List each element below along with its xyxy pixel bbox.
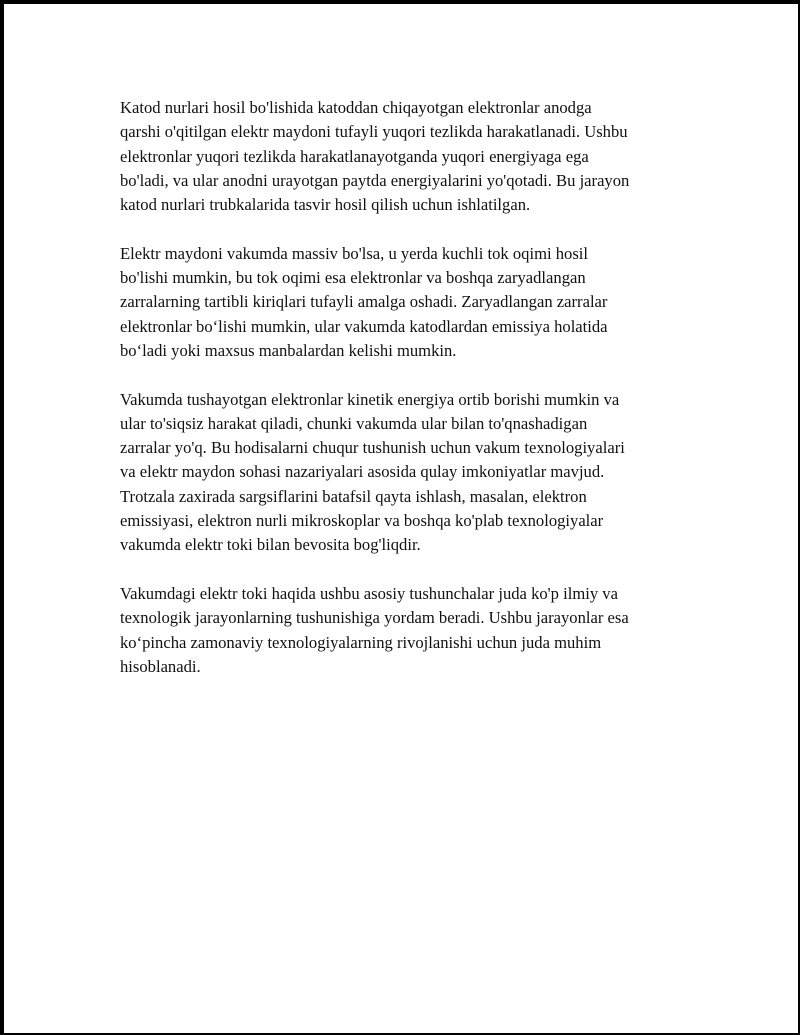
text-line: elektronlar bo‘lishi mumkin, ular vakumda katodlardan emissiya holatida (120, 316, 608, 336)
text-line: emissiyasi, elektron nurli mikroskoplar va boshqa ko'plab texnologiyalar (120, 511, 604, 531)
text-line: katod nurlari trubkalarida tasvir hosil qilish uchun ishlatilgan. (120, 195, 531, 215)
text-line: texnologik jarayonlarning tushunishiga yordam beradi. Ushbu jarayonlar esa (120, 608, 629, 628)
text-line: bo‘ladi yoki maxsus manbalardan kelishi mumkin. (120, 340, 457, 360)
paragraph-2 (120, 242, 710, 363)
text-line: elektronlar yuqori tezlikda harakatlanayotganda yuqori energiyaga ega (120, 146, 589, 166)
paragraph-4 (120, 582, 710, 679)
text-line: Katod nurlari hosil bo'lishida katoddan chiqayotgan elektronlar anodga (120, 98, 592, 117)
text-line: ko‘pincha zamonaviy texnologiyalarning rivojlanishi uchun juda muhim (120, 632, 602, 652)
text-line: va elektr maydon sohasi nazariyalari asosida qulay imkoniyatlar mavjud. (120, 462, 605, 482)
document-body (120, 96, 710, 703)
text-line: bo'lishi mumkin, bu tok oqimi esa elektronlar va boshqa zaryadlangan (120, 268, 586, 288)
text-line: Elektr maydoni vakumda massiv bo'lsa, u yerda kuchli tok oqimi hosil (120, 243, 589, 263)
text-line: zarralarning tartibli kiriqlari tufayli amalga oshadi. Zaryadlangan zarralar (120, 292, 608, 312)
text-line: hisoblanadi. (120, 656, 201, 676)
text-line: bo'ladi, va ular anodni urayotgan paytda energiyalarini yo'qotadi. Bu jarayon (120, 170, 630, 190)
text-line: zarralar yo'q. Bu hodisalarni chuqur tushunish uchun vakum texnologiyalari (120, 438, 625, 458)
text-line: ular to'siqsiz harakat qiladi, chunki vakumda ular bilan to'qnashadigan (120, 413, 588, 433)
text-line: Vakumda tushayotgan elektronlar kinetik energiya ortib borishi mumkin va (120, 389, 620, 409)
text-line: qarshi o'qitilgan elektr maydoni tufayli yuqori tezlikda harakatlanadi. Ushbu (120, 122, 628, 142)
text-line: Trotzala zaxirada sargsiflarini batafsil qayta ishlash, masalan, elektron (120, 486, 587, 506)
text-line: Vakumdagi elektr toki haqida ushbu asosiy tushunchalar juda ko'p ilmiy va (120, 583, 618, 603)
text-line: vakumda elektr toki bilan bevosita bog'liqdir. (120, 535, 421, 555)
paragraph-3 (120, 388, 710, 558)
paragraph-1 (120, 96, 710, 217)
